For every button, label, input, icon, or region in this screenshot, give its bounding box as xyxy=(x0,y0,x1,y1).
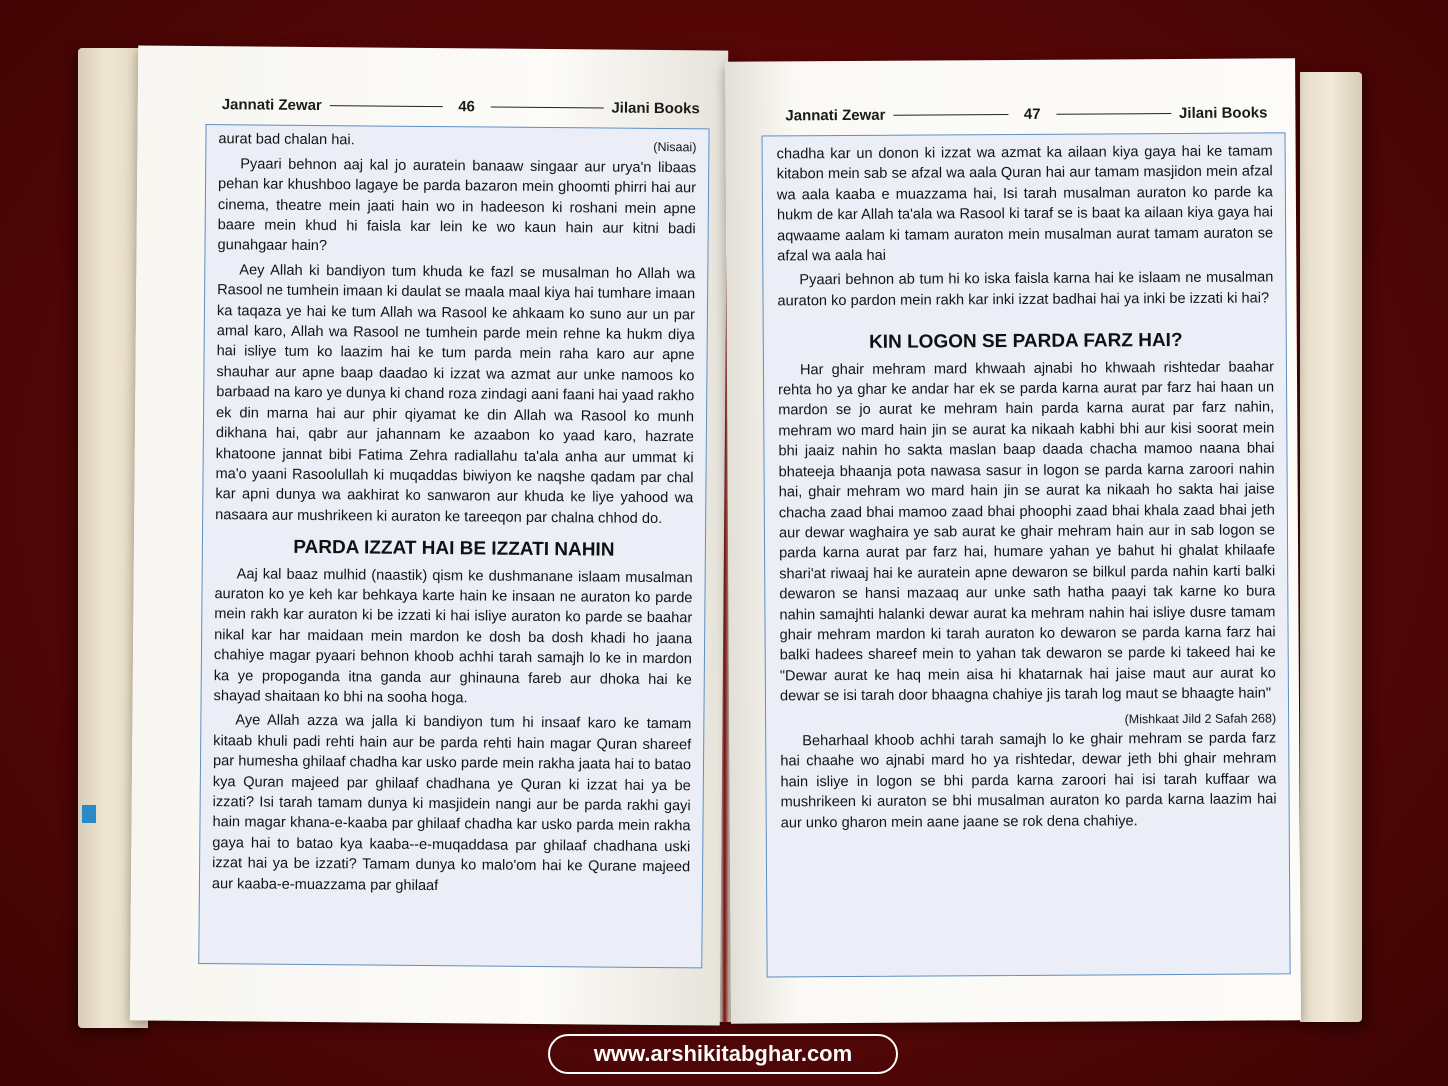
citation: (Nisaai) xyxy=(653,140,697,155)
paragraph: Pyaari behnon ab tum hi ko iska faisla karna hai ke islaam ne musalman auraton ko pardon mein rakh kar inki izzat badhai hai ya inki be izzati ki hai? xyxy=(777,269,1274,310)
cover-blue-mark xyxy=(82,805,96,823)
paragraph: chadha kar un donon ki izzat wa azmat ka ailaan kiya gaya hai ke tamam kitabon mein sab se afzal wa aala Quran hai aur tamam masjidon mein afzal wa aala kaaba e muazzama hai, Isi tarah musalman auraton ko parde ka hukm de kar Allah ta'ala wa Rasool ki taraf se is baat ka ailaan kiya gaya hai aqwaame aalam ki tamam auraton mein musalman aurat tamam auraton se afzal wa aala hai xyxy=(776,143,1274,265)
publisher-name: Jilani Books xyxy=(611,99,700,118)
paragraph: Aye Allah azza wa jalla ki bandiyon tum hi insaaf karo ke tamam kitaab khuli padi rehti hain aur be parda rehti hain magar Quran shareef par humesha ghilaaf chadha kar usko parde mein rakha jaata hai to batao kya Quran majeed par ghilaaf chadhana ye Quran ki izzat hai ya be izzati? Isi tarah tamam dunya ki masjidein nangi aur be parda rakhi gayi hain magar khana-e-kaaba par ghilaaf chadha kar usko parda mein rakha gaya hai to batao kya kaaba--e-muqaddasa par ghilaaf chadhana uski izzat hai ya be izzati? Tamam dunya ko malo'om hai ke Qurane majeed aur kaaba-e-muazzama par ghilaaf xyxy=(211,712,692,894)
book-title: Jannati Zewar xyxy=(221,96,322,115)
text-frame xyxy=(198,124,709,968)
paragraph: Har ghair mehram mard khwaah ajnabi ho khwaah rishtedar baahar rehta ho ya ghar ke andar har ek se parda karna aurat par farz hai haan un mardon se jo aurat ke mehram hain parda karna aurat par farz nahin, mehram wo mard hain jin se aurat ka nikaah kabhi bhi aur kisi soorat mein bhi jaaiz nahin ho sakta maslan baap daada chacha mamoo naana bhai bhateeja bhaanja pota nawasa sasur in logon se parda karna zaroori nahin hai, ghair mehram wo mard hain jin se aurat ka nikaah ho sakta hai jaise chacha zaad bhai mamoo zaad bhai phoophi zaad bhai khala zaad bhai jeth aur dewar waghaira ye sab aurat ke ghair mehram hain aur in sab logon se parda karna aurat par farz hai, humare yahan ye bahut hi ghalat khilaafe shari'at riwaaj hai ke auratein apne dewaron se bilkul parda nahin karti balki dewaron se hansi mazaaq aur unke sath hatha paayi tak karne ko bura nahin samajhti halanki dewar aurat ka mehram nahin hai isliye dusre tamam ghair mehram mardon ki tarah auraton ko dewaron se parda karna farz hai balki hadees shareef mein to yahan tak dewaron se parde ki takeed hai ke "Dewar aurat ke haq mein aisa hi khatarnak hai jaise maut aur aurat ko dewar se isi tarah door bhaagna chahiye jis tarah log maut se bhaagte hain" xyxy=(778,359,1276,705)
paragraph: Aey Allah ki bandiyon tum khuda ke fazl se musalman ho Allah wa Rasool ne tumhein imaan ki daulat se maala maal kiya hai tumhare imaan ka taqaza ye hai ke tum Allah wa Rasool ke ahkaam ko suno aur un par amal karo, Allah wa Rasool ne tumhein parde mein rehne ka hukm diya hai isliye tum ko laazim hai ke tum parda mein raha karo aur apne shauhar aur apne baap daadao ki izzat wa azmat aur unke namoos ko barbaad na karo ye dunya ki chand roza zindagi aani faani hai yaad rakho ek din marna hai aur phir qiyamat ke din Allah wa Rasool ko munh dikhana hai, qabr aur jahannam ke azaabon ko yaad karo, hazrate khatoone jannat bibi Fatima Zehra radiallahu ta'ala anha aur ummat ki ma'o yaani Rasoolullah ki muqaddas biwiyon ke naqshe qadam par chal kar apni dunya wa aakhirat ko sanwaron aur khuda ke liye yahood wa nasaara aur mushrikeen ki auraton ke tareeqon par chalna chhod do. xyxy=(215,262,696,527)
header-rule xyxy=(330,105,442,107)
watermark-url: www.arshikitabghar.com xyxy=(593,1041,853,1066)
paragraph: Pyaari behnon aaj kal jo auratein banaaw singaar aur urya'n libaas pehan kar khushboo lagaye be parda bazaron mein ghoomti phirri hai aur cinema, theatre mein jaati hain wo in hadeeson ki roshani mein apne baare mein khud hi faisla kar lein ke wo kaun hain aur kitni badi gunahgaar hain? xyxy=(217,156,697,255)
left-page xyxy=(130,45,728,1025)
publisher-name: Jilani Books xyxy=(1178,104,1268,122)
citation: (Mishkaat Jild 2 Safah 268) xyxy=(1124,710,1277,726)
first-line: aurat bad chalan hai. xyxy=(218,131,355,149)
page-number: 46 xyxy=(458,98,476,116)
right-page-header xyxy=(785,104,1267,124)
paragraph: Aaj kal baaz mulhid (naastik) qism ke dushmanane islaam musalman auraton ko ye keh kar behkaya karte hain ke insaan ne auraton ko parde mein rakh kar auraton ki be izzati ki hai isliye auraton ko parde se baahar nikal kar har maidaan mein mardon ke dosh ba dosh khadi ho jaana chahiye magar pyaari behnon khoob achhi tarah samajh lo ke in mardon ka ye propoganda itna ganda aur ghinauna fareb aur dhoka hai ke shayad shaitaan ko bhi na sooha hoga. xyxy=(213,565,693,707)
section-heading: PARDA IZZAT HAI BE IZZATI NAHIN xyxy=(293,536,615,561)
text-block xyxy=(212,129,697,902)
left-page-header xyxy=(222,96,700,117)
header-rule xyxy=(1057,113,1171,115)
text-frame xyxy=(762,132,1291,977)
right-page xyxy=(725,58,1301,1023)
book-title: Jannati Zewar xyxy=(785,106,886,125)
text-block xyxy=(777,141,1277,837)
section-heading: KIN LOGON SE PARDA FARZ HAI? xyxy=(868,330,1183,354)
watermark-url-badge xyxy=(548,1034,898,1074)
header-rule xyxy=(491,107,603,109)
page-number: 47 xyxy=(1023,105,1041,123)
book-cover-right xyxy=(1300,72,1362,1022)
header-rule xyxy=(893,114,1007,116)
paragraph: Beharhaal khoob achhi tarah samajh lo ke ghair mehram se parda farz hai chaahe wo ajnabi mard ho ya rishtedar, dewar jeth bhi ghair mehram hain isliye in logon se bhi parda karna zaroori hai isi tarah kuffaar wa mushrikeen ki auraton se bhi musalman auraton ko parda karna laazim hai aur unko gharon mein aane jaane se rok dena chahiye. xyxy=(780,730,1277,832)
